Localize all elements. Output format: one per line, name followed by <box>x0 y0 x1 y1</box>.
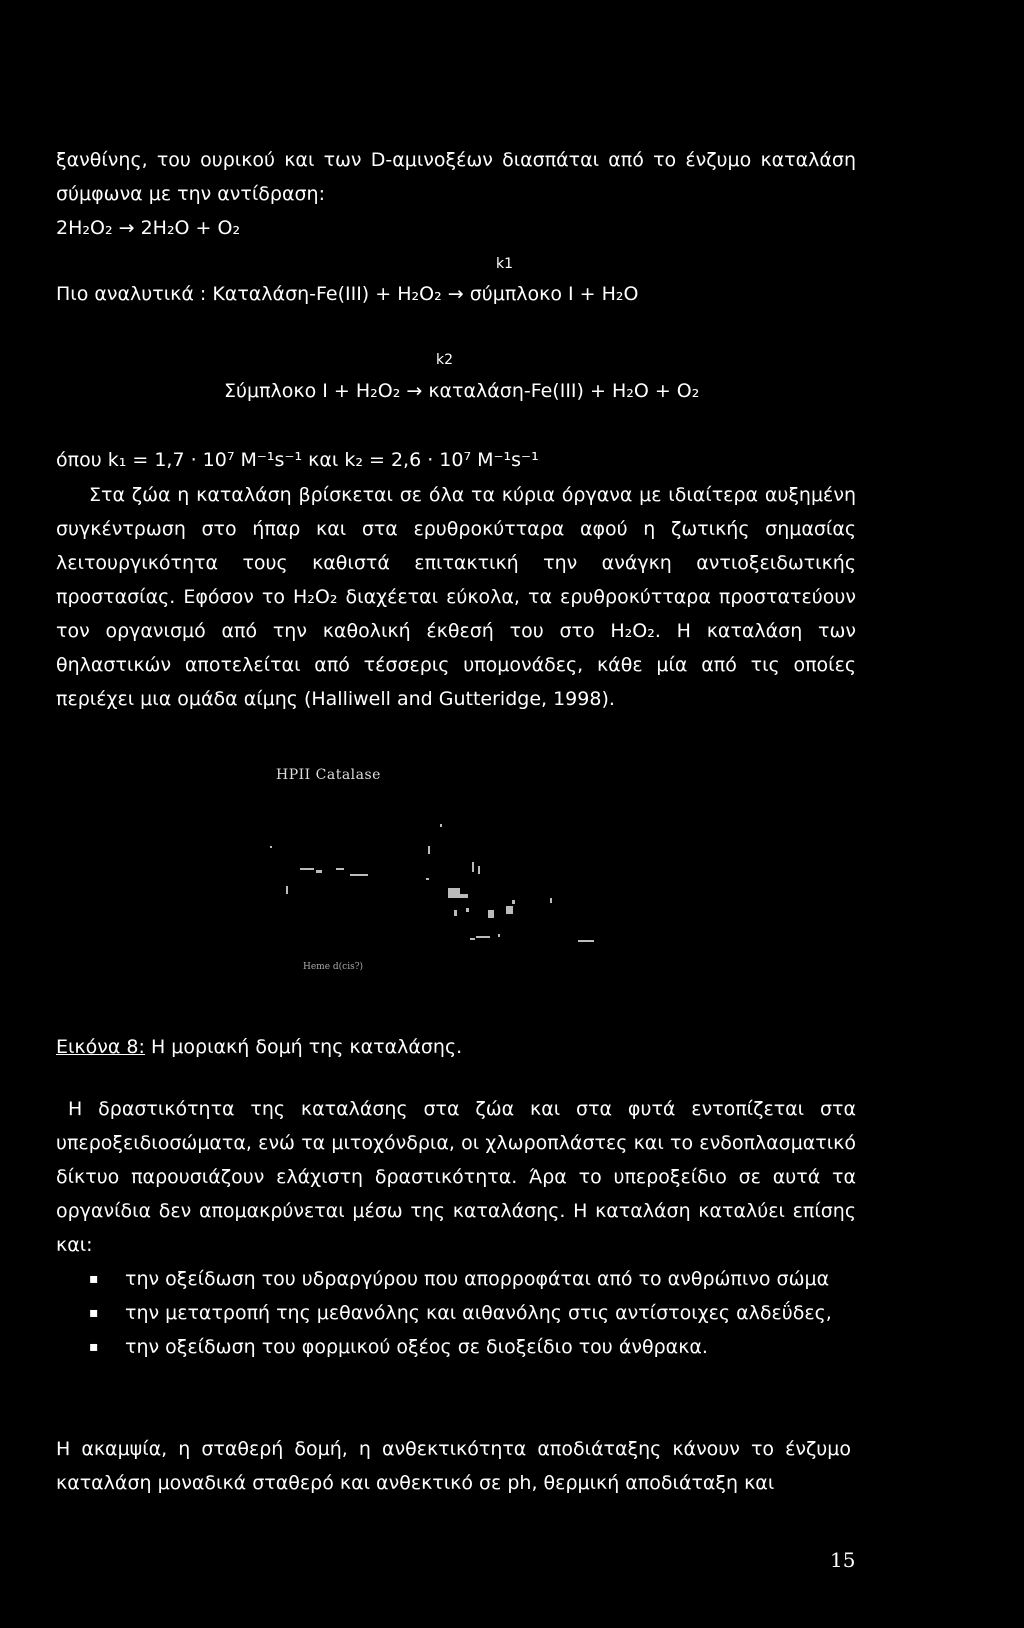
rate-label-k1: k1 <box>496 256 514 272</box>
paragraph-animals: Στα ζώα η καταλάση βρίσκεται σε όλα τα κύρια όργανα με ιδιαίτερα αυξημένη συγκέντρωση στο ήπαρ και στα ερυθροκύτταρα αφού η ζωτικής σημασίας λειτουργικότητα τους καθιστά επιτακτική την ανάγκη αντιοξειδωτικής προστασίας. Εφόσον το H₂O₂ διαχέεται εύκολα, τα ερυθροκύτταρα προστατεύουν τον οργανισμό από την καθολική έκθεσή του στο H₂O₂. Η καταλάση των θηλαστικών αποτελείται από τέσσερις υπομονάδες, κάθε μία από τις οποίες περιέχει μια ομάδα αίμης (Halliwell and Gutteridge, 1998). <box>56 484 856 710</box>
page-number: 15 <box>830 1548 856 1572</box>
reaction-step-2: Σύμπλοκο I + H₂O₂ → καταλάση-Fe(III) + H₂O + O₂ <box>224 380 700 402</box>
figure-caption-text: Η μοριακή δομή της καταλάσης. <box>150 1036 463 1058</box>
figure-caption <box>56 1036 462 1058</box>
reaction-step-1: Πιο αναλυτικά : Καταλάση-Fe(III) + H₂O₂ → σύμπλοκο I + H₂O <box>56 283 639 305</box>
rate-label-k2: k2 <box>436 352 454 368</box>
list-item: ▪ την οξείδωση του φορμικού οξέος σε διοξείδιο του άνθρακα. <box>56 1330 856 1364</box>
figure-heme-label: Heme d(cis?) <box>303 962 364 972</box>
paragraph-localization: Η δραστικότητα της καταλάσης στα ζώα και στα φυτά εντοπίζεται στα υπεροξειδιοσώματα, ενώ τα μιτοχόνδρια, οι χλωροπλάστες και το ενδοπλασματικό δίκτυο παρουσιάζουν ελάχιστη δραστικότητα. Άρα το υπεροξείδιο σε αυτά τα οργανίδια δεν απομακρύνεται μέσω της καταλάσης. Η καταλάση καταλύει επίσης και: <box>56 1098 856 1256</box>
list-item: ▪ την μετατροπή της μεθανόλης και αιθανόλης στις αντίστοιχες αλδεΰδες, <box>56 1296 856 1330</box>
paragraph-stability: Η ακαμψία, η σταθερή δομή, η ανθεκτικότητα αποδιάταξης κάνουν το ένζυμο καταλάση μοναδικά σταθερό και ανθεκτικό σε ph, θερμική αποδιάταξη και <box>56 1438 851 1494</box>
rate-constants: όπου k₁ = 1,7 · 10⁷ M⁻¹s⁻¹ και k₂ = 2,6 · 10⁷ M⁻¹s⁻¹ <box>56 449 539 471</box>
figure-title: HPII Catalase <box>276 767 381 783</box>
catalysis-list <box>56 1262 856 1364</box>
list-item: ▪ την οξείδωση του υδραργύρου που απορροφάται από το ανθρώπινο σώμα <box>56 1262 856 1296</box>
catalase-structure-image <box>240 790 660 990</box>
figure-caption-label: Εικόνα 8: <box>56 1036 145 1058</box>
reaction-overall: 2H₂O₂ → 2H₂O + O₂ <box>56 217 241 239</box>
paragraph-intro: ξανθίνης, του ουρικού και των D-αμινοξέων διασπάται από το ένζυμο καταλάση σύμφωνα με την αντίδραση: <box>56 149 856 205</box>
